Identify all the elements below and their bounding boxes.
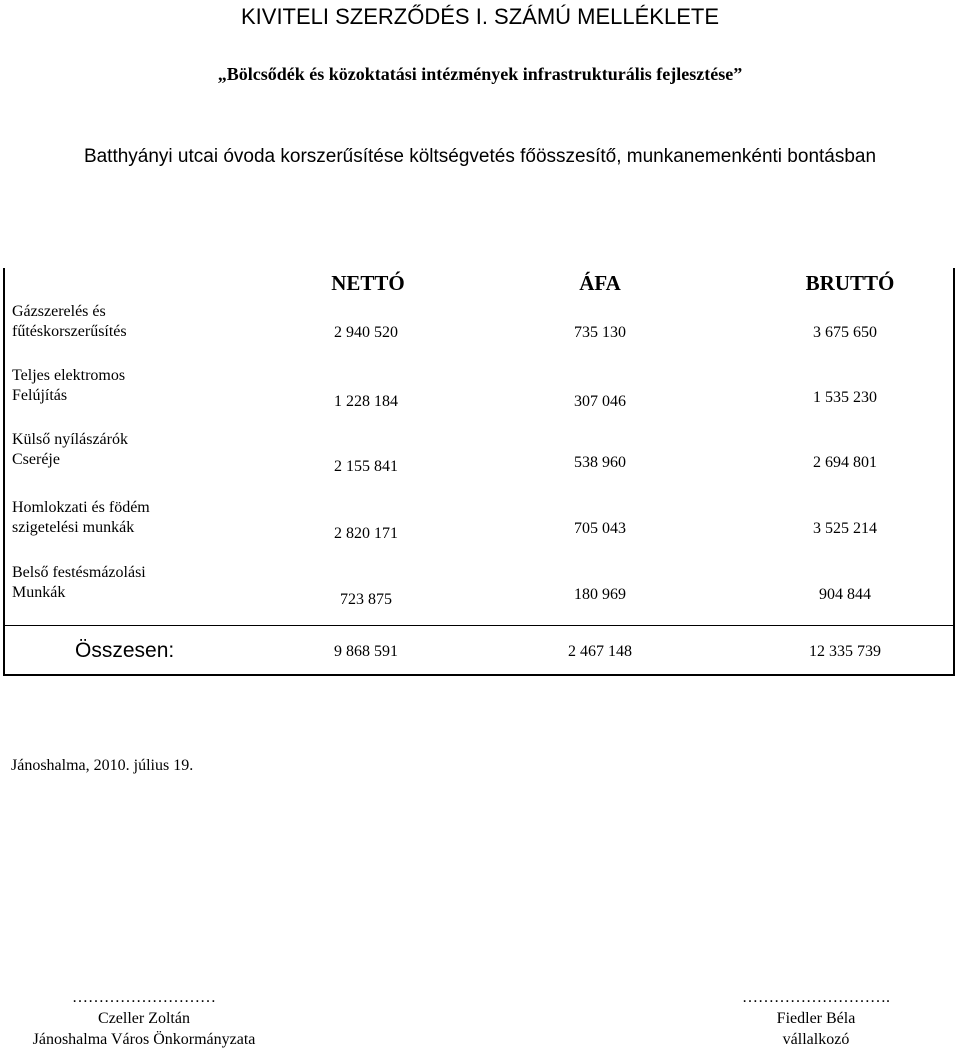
row-label-line: Felújítás — [12, 387, 68, 404]
row-label — [12, 366, 252, 406]
header-netto: NETTÓ — [331, 271, 405, 295]
row-label-line: szigetelési munkák — [12, 519, 135, 536]
row-label-line: Munkák — [12, 584, 66, 601]
signatory-role: vállalkozó — [782, 1031, 850, 1048]
budget-heading: Batthyányi utcai óvoda korszerűsítése költségvetés főösszesítő, munkanemenkénti bontásban — [83, 146, 877, 167]
cell-brutto: 2 694 801 — [813, 454, 877, 471]
cell-netto: 1 228 184 — [334, 393, 398, 410]
total-label: Összesen: — [75, 639, 175, 662]
cell-netto: 2 820 171 — [334, 525, 398, 542]
place-and-date: Jánoshalma, 2010. július 19. — [11, 757, 194, 774]
cell-brutto: 3 525 214 — [813, 520, 877, 537]
total-netto: 9 868 591 — [334, 643, 398, 660]
row-label-line: Teljes elektromos — [12, 367, 126, 384]
document-subtitle: „Bölcsődék és közoktatási intézmények infrastrukturális fejlesztése” — [217, 64, 743, 84]
header-brutto: BRUTTÓ — [805, 271, 895, 295]
total-separator — [5, 625, 953, 626]
cell-afa: 735 130 — [574, 324, 626, 341]
signatory-role: Jánoshalma Város Önkormányzata — [32, 1031, 256, 1048]
cost-summary-table — [3, 268, 955, 676]
row-label-line: Homlokzati és födém — [12, 499, 150, 516]
cell-afa: 307 046 — [574, 393, 626, 410]
cell-brutto: 1 535 230 — [813, 389, 877, 406]
cell-netto: 723 875 — [340, 591, 392, 608]
signature-line: ……………………… — [72, 989, 216, 1006]
signature-block-client — [4, 987, 284, 1050]
row-label — [12, 302, 252, 342]
cell-netto: 2 155 841 — [334, 458, 398, 475]
total-afa: 2 467 148 — [568, 643, 632, 660]
cell-afa: 180 969 — [574, 586, 626, 603]
row-label — [12, 563, 252, 603]
cell-netto: 2 940 520 — [334, 324, 398, 341]
header-afa: ÁFA — [579, 271, 621, 295]
cell-brutto: 904 844 — [819, 586, 871, 603]
signature-block-contractor — [684, 987, 948, 1050]
row-label — [12, 498, 252, 538]
cell-afa: 538 960 — [574, 454, 626, 471]
signatory-name: Czeller Zoltán — [98, 1010, 190, 1027]
signatory-name: Fiedler Béla — [776, 1010, 856, 1027]
row-label — [12, 430, 252, 470]
signature-line: ………………………. — [742, 989, 890, 1006]
row-label-line: Cseréje — [12, 451, 60, 468]
row-label-line: Gázszerelés és — [12, 303, 106, 320]
cell-afa: 705 043 — [574, 520, 626, 537]
row-label-line: fűtéskorszerűsítés — [12, 323, 127, 340]
document-title: KIVITELI SZERZŐDÉS I. SZÁMÚ MELLÉKLETE — [240, 4, 719, 29]
cell-brutto: 3 675 650 — [813, 324, 877, 341]
row-label-line: Külső nyílászárók — [12, 431, 128, 448]
row-label-line: Belső festésmázolási — [12, 564, 146, 581]
total-brutto: 12 335 739 — [809, 643, 881, 660]
